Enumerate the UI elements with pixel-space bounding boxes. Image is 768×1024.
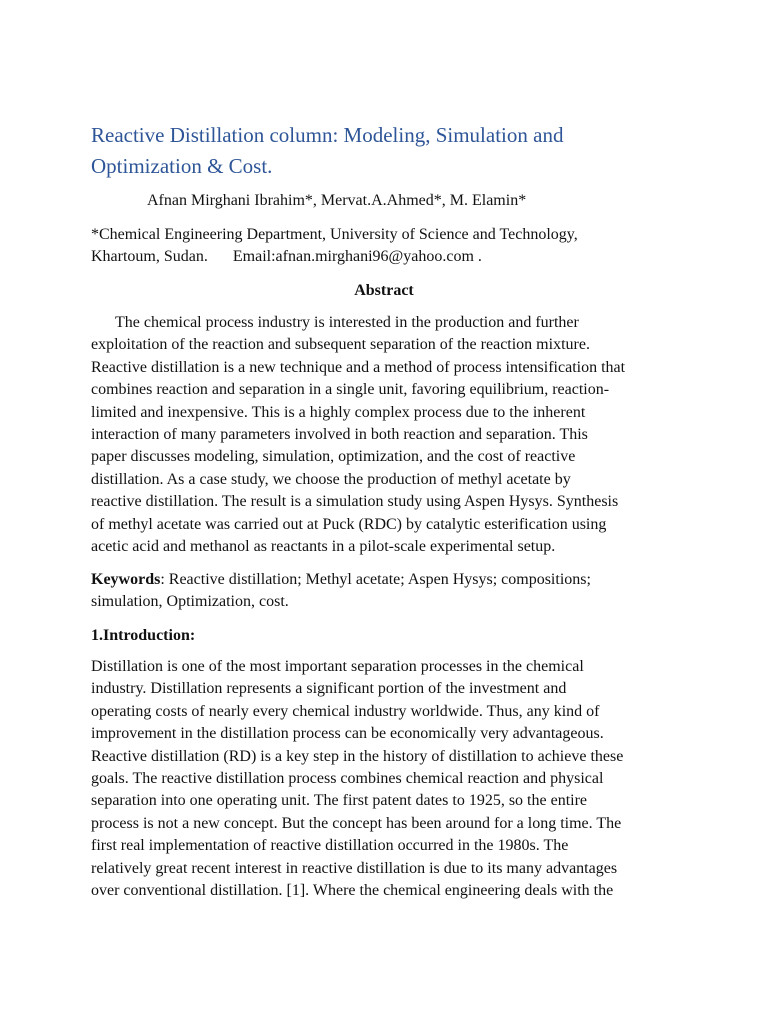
abstract-line: reactive distillation. The result is a simulation study using Aspen Hysys. Synthesis [91,493,619,511]
affiliation-contact [91,246,691,268]
abstract-line: paper discusses modeling, simulation, optimization, and the cost of reactive [91,448,576,466]
introduction-line: improvement in the distillation process can be economically very advantageous. [91,725,604,743]
introduction-line: first real implementation of reactive distillation occurred in the 1980s. The [91,837,569,855]
introduction-line: Distillation is one of the most important separation processes in the chemical [91,658,584,675]
abstract-line: Reactive distillation is a new technique and a method of process intensification that [91,358,626,376]
abstract-line: interaction of many parameters involved in both reaction and separation. This [91,426,588,444]
introduction-line: relatively great recent interest in reactive distillation is due to its many advantages [91,859,618,877]
author-email: Email:afnan.mirghani96@yahoo.com . [232,248,482,265]
introduction-body [91,656,677,902]
abstract-heading: Abstract [354,282,414,299]
abstract-line: combines reaction and separation in a single unit, favoring equilibrium, reaction- [91,381,610,399]
section-heading-introduction: 1.Introduction: [91,627,196,644]
introduction-line: operating costs of nearly every chemical industry worldwide. Thus, any kind of [91,702,600,720]
keywords [91,569,677,614]
keywords-line [91,569,677,591]
introduction-line: separation into one operating unit. The first patent dates to 1925, so the entire [91,792,588,810]
abstract-line: of methyl acetate was carried out at Puck (RDC) by catalytic esterification using [91,515,607,533]
author-list: Afnan Mirghani Ibrahim*, Mervat.A.Ahmed*, M. Elamin* [147,192,527,209]
introduction-line: process is not a new concept. But the concept has been around for a long time. The [91,814,622,832]
introduction-line: industry. Distillation represents a significant portion of the investment and [91,680,567,698]
affiliation-department: *Chemical Engineering Department, University of Science and Technology, [91,226,578,243]
keywords-text: : Reactive distillation; Methyl acetate; Aspen Hysys; compositions; [160,571,591,588]
abstract-line: exploitation of the reaction and subsequent separation of the reaction mixture. [91,336,590,354]
title-line: Reactive Distillation column: Modeling, Simulation and [91,123,564,147]
title-line: Optimization & Cost. [91,154,273,178]
paper-title [91,120,691,182]
abstract-line: limited and inexpensive. This is a highly complex process due to the inherent [91,403,586,421]
affiliation-location: Khartoum, Sudan. [91,248,208,265]
keywords-line: simulation, Optimization, cost. [91,593,289,611]
abstract-line: acetic acid and methanol as reactants in a pilot-scale experimental setup. [91,538,556,556]
abstract-line: distillation. As a case study, we choose the production of methyl acetate by [91,470,571,488]
affiliation [91,224,691,268]
abstract-line: The chemical process industry is interested in the production and further [115,314,579,331]
keywords-label: Keywords [91,571,161,588]
introduction-line: goals. The reactive distillation process combines chemical reaction and physical [91,770,604,788]
introduction-line: over conventional distillation. [1]. Where the chemical engineering deals with the [91,882,614,900]
abstract-body [91,312,677,558]
introduction-line: Reactive distillation (RD) is a key step in the history of distillation to achieve these [91,747,624,765]
